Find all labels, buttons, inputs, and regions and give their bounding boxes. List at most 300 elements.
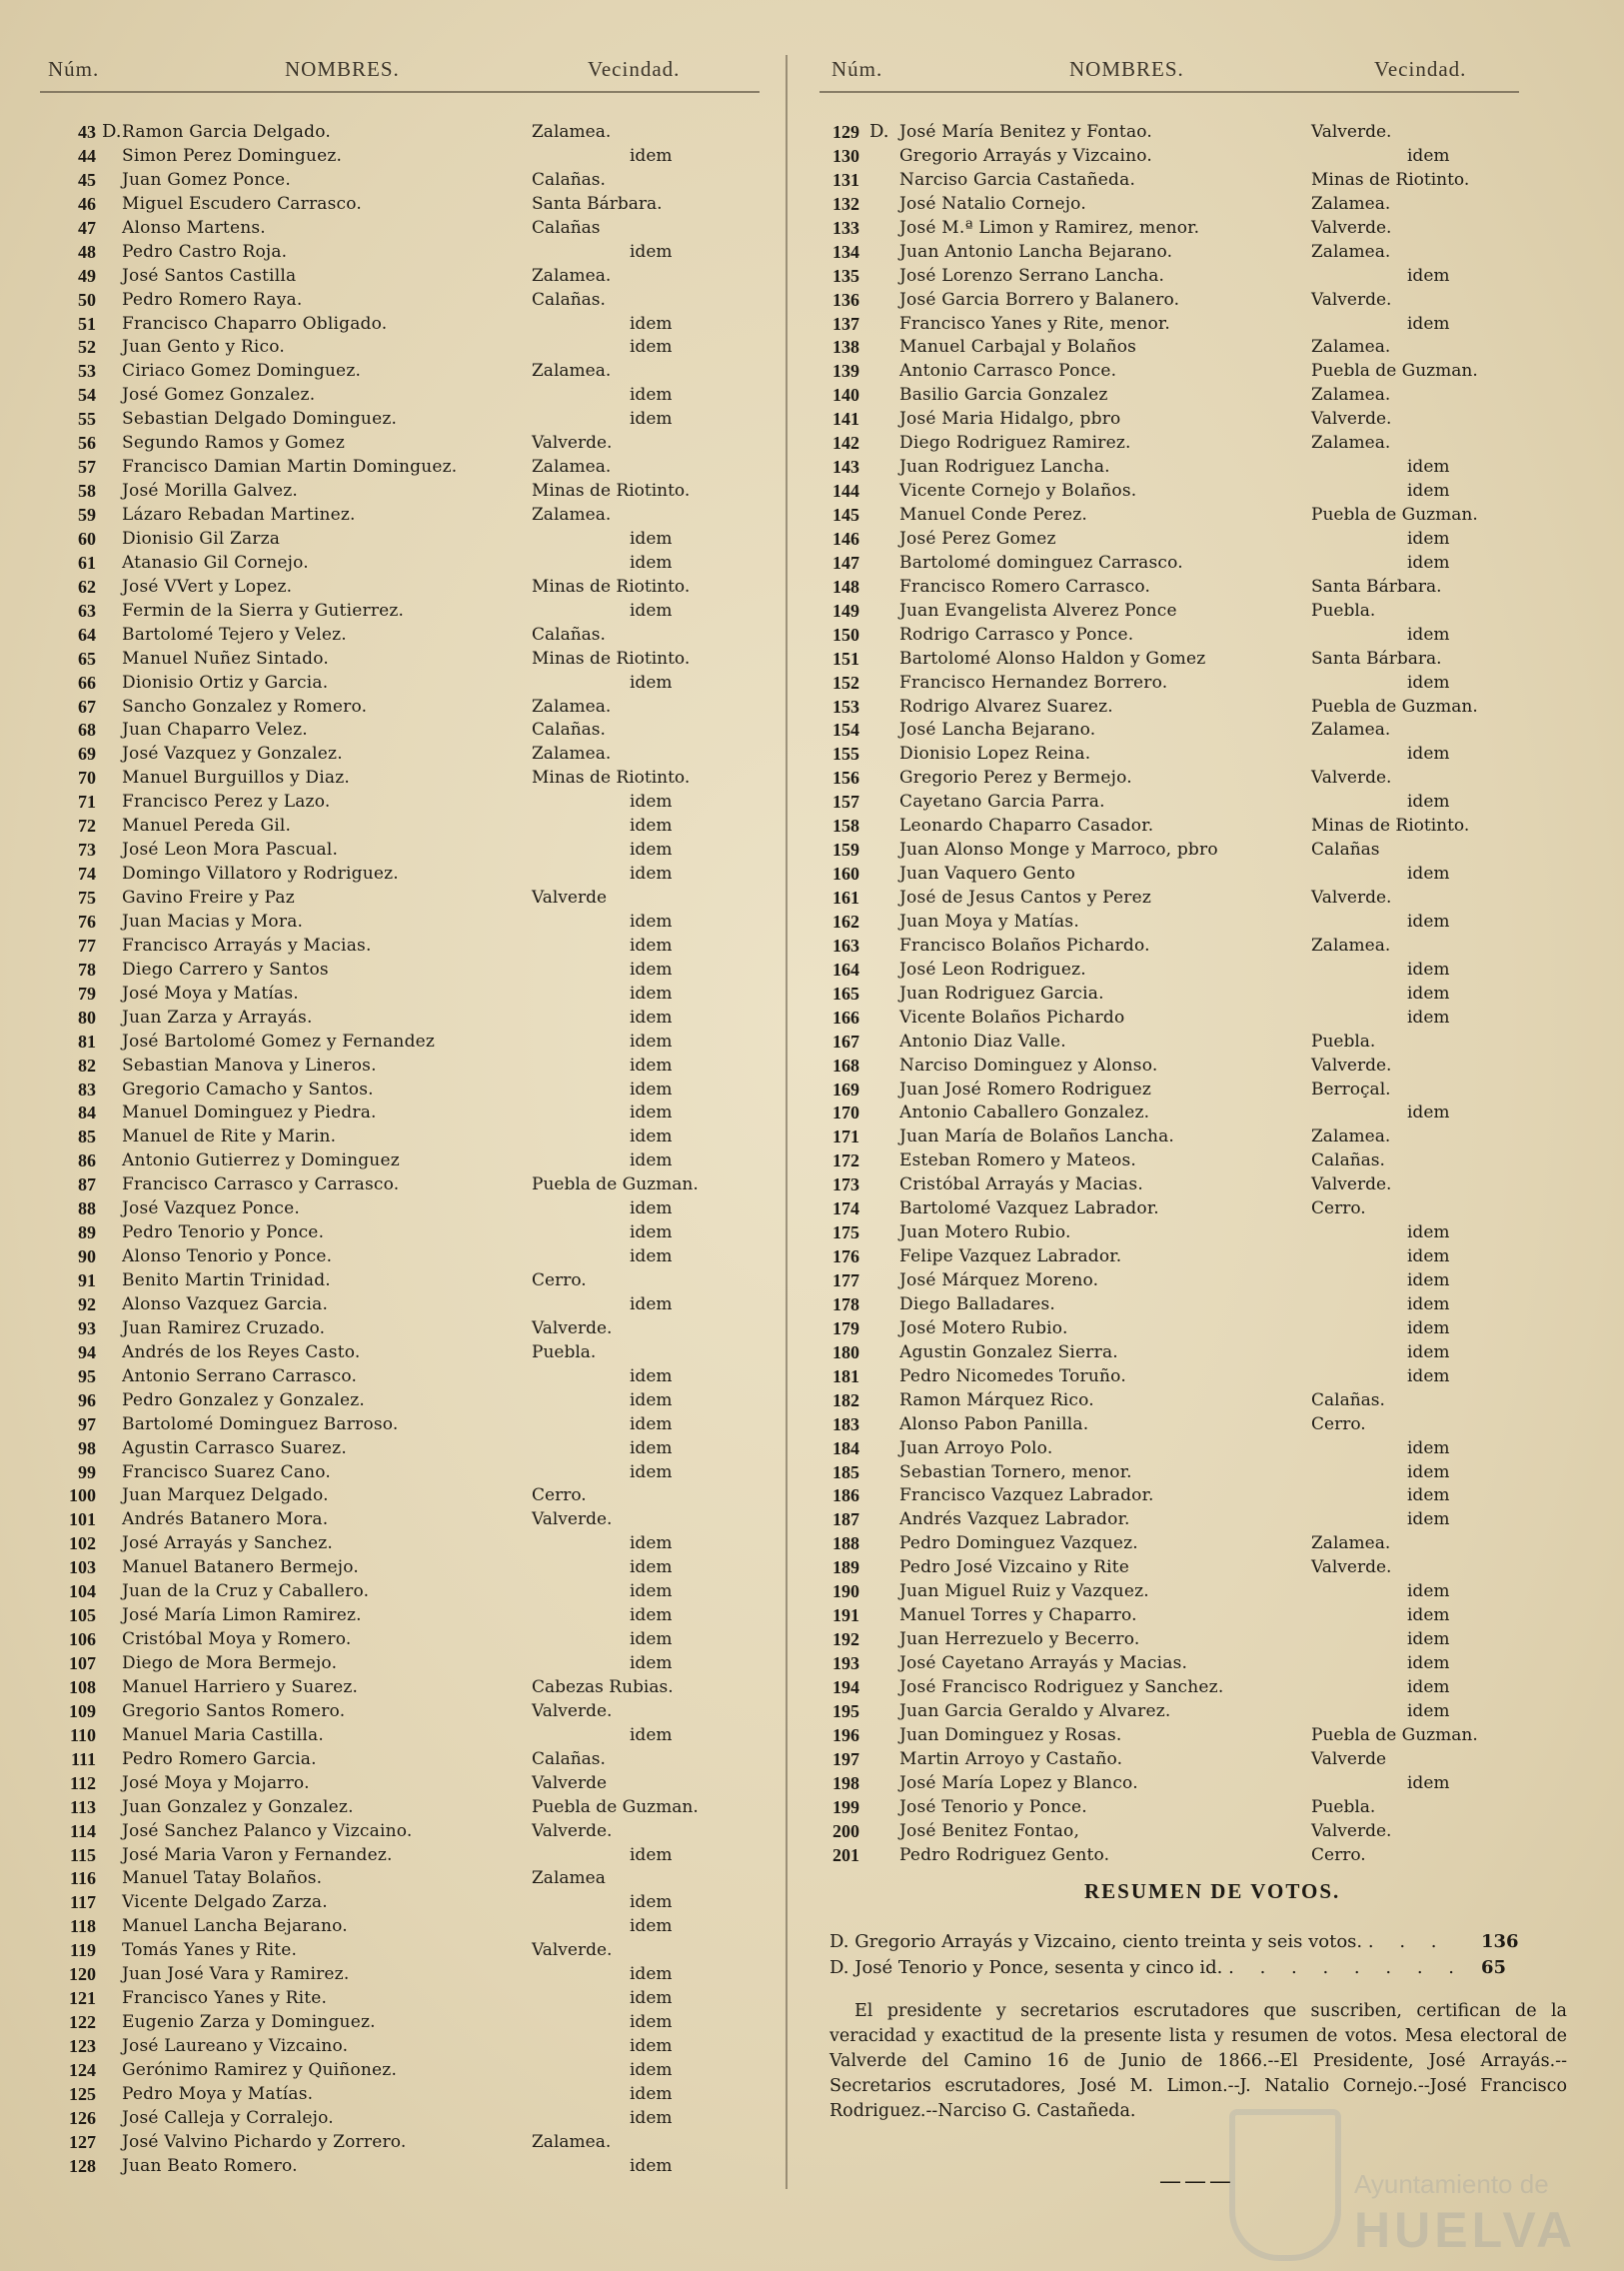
voter-number: 166	[832, 1007, 859, 1028]
voter-number: 130	[832, 145, 859, 166]
voter-residence: Valverde	[532, 888, 608, 908]
voter-number: 192	[832, 1629, 859, 1650]
voter-row	[40, 1938, 760, 1962]
voter-row	[819, 1244, 1519, 1268]
voter-row	[40, 1483, 760, 1507]
vote-text: D. José Tenorio y Ponce, sesenta y cinco id.	[829, 1957, 1223, 1978]
voter-name: Manuel Nuñez Sintado.	[122, 648, 329, 669]
voter-row	[40, 288, 760, 312]
voter-residence: Valverde	[532, 1772, 608, 1793]
voter-number: 59	[78, 505, 96, 525]
voter-row	[819, 1627, 1519, 1651]
voter-residence: idem	[1407, 1676, 1450, 1697]
voter-name: Juan José Romero Rodriguez	[899, 1079, 1151, 1100]
voter-row	[40, 1627, 760, 1651]
voter-number: 132	[832, 193, 859, 214]
voter-row	[819, 1507, 1519, 1531]
voter-name: Cayetano Garcia Parra.	[899, 792, 1105, 813]
header-rule	[40, 91, 760, 93]
voter-residence: Calañas.	[532, 169, 606, 190]
voter-residence: Calañas.	[532, 289, 606, 310]
voter-number: 134	[832, 241, 859, 262]
voter-residence: idem	[630, 2036, 673, 2056]
voter-row	[40, 479, 760, 503]
voter-residence: idem	[630, 1461, 673, 1482]
voter-number: 155	[832, 744, 859, 765]
voter-name: Diego Balladares.	[899, 1293, 1056, 1314]
voter-residence: idem	[630, 337, 673, 358]
voter-name: Juan Gomez Ponce.	[122, 169, 291, 190]
voter-name: Leonardo Chaparro Casador.	[899, 816, 1154, 837]
voter-row	[819, 455, 1519, 479]
voter-number: 148	[832, 576, 859, 597]
voter-residence: idem	[630, 1293, 673, 1314]
voter-residence: Zalamea.	[1311, 385, 1391, 406]
voter-row	[40, 431, 760, 455]
voter-name: Alonso Tenorio y Ponce.	[122, 1246, 333, 1267]
voter-residence: Valverde.	[1311, 122, 1392, 142]
voter-row	[819, 1006, 1519, 1030]
voter-residence: Valverde	[1311, 1748, 1387, 1769]
voter-residence: idem	[630, 313, 673, 334]
voter-row	[819, 1675, 1519, 1699]
voter-name: Juan María de Bolaños Lancha.	[899, 1127, 1175, 1147]
voter-residence: Valverde.	[532, 433, 613, 454]
voter-name: Sebastian Tornero, menor.	[899, 1461, 1132, 1482]
voter-name: José Lorenzo Serrano Lancha.	[899, 265, 1165, 286]
voter-row	[40, 1914, 760, 1938]
voter-row	[40, 886, 760, 910]
voter-residence: idem	[630, 1844, 673, 1865]
voter-row	[819, 671, 1519, 695]
voter-name: Juan Vaquero Gento	[899, 864, 1076, 885]
voter-row	[819, 910, 1519, 934]
voter-number: 81	[78, 1031, 96, 1052]
voter-row	[819, 216, 1519, 240]
voter-row	[40, 240, 760, 264]
voter-number: 184	[832, 1437, 859, 1458]
voter-name: Alonso Martens.	[122, 217, 266, 238]
voter-number: 112	[69, 1772, 96, 1793]
voter-residence: idem	[630, 2107, 673, 2128]
voter-name: Cristóbal Moya y Romero.	[122, 1629, 352, 1650]
voter-row	[40, 1579, 760, 1603]
voter-row	[40, 2082, 760, 2106]
voter-residence: idem	[630, 1916, 673, 1937]
voter-row	[40, 1723, 760, 1747]
voter-number: 87	[78, 1174, 96, 1195]
voter-row	[819, 1196, 1519, 1220]
voter-number: 77	[78, 935, 96, 956]
voter-row	[819, 1699, 1519, 1723]
voter-residence: idem	[1407, 265, 1450, 286]
voter-row	[40, 1675, 760, 1699]
voter-name: Juan Garcia Geraldo y Alvarez.	[899, 1700, 1171, 1721]
vote-count: 136	[1481, 1931, 1519, 1952]
voter-name: José Maria Varon y Fernandez.	[122, 1844, 393, 1865]
voter-residence: idem	[1407, 552, 1450, 573]
voter-number: 44	[78, 145, 96, 166]
voter-row	[819, 312, 1519, 336]
voter-row	[819, 814, 1519, 838]
header-nombres: NOMBRES.	[1069, 57, 1184, 81]
voter-number: 56	[78, 433, 96, 454]
voter-row	[40, 551, 760, 575]
voter-number: 183	[832, 1413, 859, 1434]
voter-name: Manuel Dominguez y Piedra.	[122, 1103, 377, 1124]
voter-row	[40, 1747, 760, 1771]
voter-residence: idem	[1407, 1605, 1450, 1626]
voter-number: 169	[832, 1079, 859, 1100]
voter-number: 165	[832, 983, 859, 1004]
voter-number: 126	[69, 2107, 96, 2128]
voter-name: Juan Rodriguez Garcia.	[899, 983, 1104, 1004]
voter-residence: idem	[630, 1557, 673, 1578]
closing-rule: ———	[1159, 2169, 1234, 2194]
voter-row	[819, 1579, 1519, 1603]
voter-residence: idem	[630, 816, 673, 837]
voter-name: Manuel Tatay Bolaños.	[122, 1868, 323, 1889]
voter-row	[819, 1292, 1519, 1316]
voter-residence: Valverde.	[532, 1940, 613, 1961]
voter-residence: Zalamea.	[532, 122, 612, 142]
voter-number: 158	[832, 816, 859, 837]
voter-name: José Vazquez y Gonzalez.	[122, 744, 343, 765]
voter-row	[40, 527, 760, 551]
voter-residence: Valverde.	[532, 1317, 613, 1338]
voter-name: Pedro Dominguez Vazquez.	[899, 1533, 1138, 1554]
voter-number: 199	[832, 1796, 859, 1817]
voter-residence: Puebla de Guzman.	[532, 1174, 699, 1195]
voter-residence: idem	[630, 1389, 673, 1410]
voter-row	[819, 1078, 1519, 1102]
voter-residence: Puebla.	[1311, 1031, 1376, 1052]
voter-residence: idem	[1407, 864, 1450, 885]
voter-residence: Puebla.	[1311, 1796, 1376, 1817]
voter-residence: idem	[1407, 1341, 1450, 1362]
voter-number: 70	[78, 768, 96, 789]
voter-number: 64	[78, 624, 96, 645]
voter-name: Sebastian Manova y Lineros.	[122, 1055, 377, 1076]
voter-row	[819, 1483, 1519, 1507]
watermark-line2: HUELVA	[1354, 2202, 1577, 2258]
voter-name: Bartolomé Tejero y Velez.	[122, 624, 347, 645]
voter-row	[40, 383, 760, 407]
voter-number: 53	[78, 361, 96, 382]
voter-row	[819, 527, 1519, 551]
voter-row	[819, 1364, 1519, 1388]
voter-number: 136	[832, 289, 859, 310]
voter-row	[40, 1196, 760, 1220]
voter-name: José Maria Hidalgo, pbro	[899, 409, 1121, 430]
voter-residence: idem	[630, 1988, 673, 2009]
voter-name: Juan Rodriguez Lancha.	[899, 457, 1110, 478]
voter-residence: Minas de Riotinto.	[1311, 816, 1470, 837]
voter-number: 66	[78, 672, 96, 693]
voter-name: Juan Chaparro Velez.	[122, 720, 308, 741]
voter-number: 200	[832, 1820, 859, 1841]
voter-name: Francisco Bolaños Pichardo.	[899, 935, 1150, 956]
coat-of-arms-icon	[1229, 2109, 1341, 2261]
voter-row	[819, 168, 1519, 192]
voter-row	[40, 2034, 760, 2058]
voter-row	[819, 1101, 1519, 1125]
voter-number: 100	[69, 1485, 96, 1506]
voter-name: Juan Beato Romero.	[122, 2155, 298, 2176]
voter-name: José Calleja y Corralejo.	[122, 2107, 334, 2128]
voter-number: 179	[832, 1317, 859, 1338]
voter-row	[819, 1747, 1519, 1771]
voter-name: Francisco Carrasco y Carrasco.	[122, 1174, 400, 1195]
voter-number: 85	[78, 1127, 96, 1147]
voter-name: José Francisco Rodriguez y Sanchez.	[899, 1676, 1224, 1697]
voter-number: 190	[832, 1581, 859, 1602]
voter-row	[40, 2106, 760, 2130]
voter-number: 194	[832, 1676, 859, 1697]
header-num: Núm.	[831, 57, 883, 81]
voter-residence: idem	[1407, 911, 1450, 932]
voter-name: Diego de Mora Bermejo.	[122, 1653, 338, 1673]
voter-residence: idem	[630, 600, 673, 621]
voter-row	[40, 766, 760, 790]
voter-name: José Laureano y Vizcaino.	[122, 2036, 349, 2056]
header-vecindad: Vecindad.	[588, 57, 681, 81]
voter-row	[819, 862, 1519, 886]
voter-row	[40, 623, 760, 647]
voter-number: 164	[832, 959, 859, 980]
voter-residence: idem	[630, 1437, 673, 1458]
voter-name: Dionisio Ortiz y Garcia.	[122, 672, 329, 693]
voter-residence: idem	[630, 911, 673, 932]
voter-row	[819, 1054, 1519, 1078]
voter-name: Francisco Damian Martin Dominguez.	[122, 457, 458, 478]
voter-row	[40, 1843, 760, 1867]
voter-row	[40, 2130, 760, 2154]
voter-residence: Cabezas Rubias.	[532, 1676, 674, 1697]
voter-row	[40, 862, 760, 886]
left-column	[40, 55, 760, 2176]
voter-residence: Puebla de Guzman.	[1311, 505, 1478, 525]
voter-number: 67	[78, 696, 96, 717]
voter-number: 97	[78, 1413, 96, 1434]
voter-name: Agustin Gonzalez Sierra.	[899, 1341, 1118, 1362]
voter-name: Dionisio Gil Zarza	[122, 528, 281, 549]
voter-name: José María Lopez y Blanco.	[899, 1772, 1138, 1793]
certification-paragraph: El presidente y secretarios escrutadores que suscriben, certifican de la veracidad y exactitud de la presente lista y resumen de votos. Mesa electoral de Valverde del Camino 16 de Junio de 1866.--El Presidente, José Arrayás.--Secretarios escrutadores, José M. Limon.--J. Natalio Cornejo.--José Francisco Rodriguez.--Narciso G. Castañeda.	[829, 2001, 1567, 2121]
voter-row	[40, 1125, 760, 1148]
voter-name: Juan de la Cruz y Caballero.	[122, 1581, 370, 1602]
voter-row	[40, 1388, 760, 1412]
voter-residence: idem	[1407, 1653, 1450, 1673]
voter-number: 123	[69, 2036, 96, 2056]
voter-residence: idem	[1407, 457, 1450, 478]
voter-name: Tomás Yanes y Rite.	[122, 1940, 298, 1961]
voter-name: Francisco Chaparro Obligado.	[122, 313, 388, 334]
voter-name: Francisco Yanes y Rite.	[122, 1988, 328, 2009]
voter-number: 45	[78, 169, 96, 190]
voter-row	[40, 1962, 760, 1986]
voter-name: Cristóbal Arrayás y Macias.	[899, 1174, 1143, 1195]
voter-name: Manuel Maria Castilla.	[122, 1724, 324, 1745]
voter-name: Gregorio Arrayás y Vizcaino.	[899, 145, 1152, 166]
voter-number: 181	[832, 1365, 859, 1386]
voter-residence: idem	[630, 1222, 673, 1243]
voter-number: 133	[832, 217, 859, 238]
voter-residence: Valverde.	[1311, 409, 1392, 430]
voter-number: 92	[78, 1293, 96, 1314]
voter-number: 50	[78, 289, 96, 310]
voter-number: 172	[832, 1150, 859, 1171]
voter-residence: Zalamea.	[532, 457, 612, 478]
voter-residence: idem	[630, 1127, 673, 1147]
voter-number: 72	[78, 816, 96, 837]
voter-row	[819, 886, 1519, 910]
voter-row	[40, 1316, 760, 1340]
voter-residence: Cerro.	[1311, 1844, 1366, 1865]
voter-name: Pedro Romero Raya.	[122, 289, 303, 310]
voter-number: 55	[78, 409, 96, 430]
voter-residence: idem	[630, 1581, 673, 1602]
voter-name: Juan Ramirez Cruzado.	[122, 1317, 326, 1338]
voter-name: Manuel Lancha Bejarano.	[122, 1916, 348, 1937]
left-column-header	[40, 55, 760, 89]
voter-row	[819, 1723, 1519, 1747]
voter-row	[40, 407, 760, 431]
voter-name: Martin Arroyo y Castaño.	[899, 1748, 1123, 1769]
voter-residence: idem	[1407, 1509, 1450, 1530]
watermark	[1219, 2109, 1609, 2259]
voter-row	[819, 479, 1519, 503]
voter-row	[819, 1771, 1519, 1795]
voter-number: 99	[78, 1461, 96, 1482]
voter-row	[819, 1125, 1519, 1148]
voter-name: José Cayetano Arrayás y Macias.	[899, 1653, 1188, 1673]
voter-residence: Puebla.	[532, 1341, 597, 1362]
voter-name: Rodrigo Carrasco y Ponce.	[899, 624, 1134, 645]
voter-number: 177	[832, 1270, 859, 1290]
voter-residence: Santa Bárbara.	[1311, 648, 1442, 669]
voter-number: 101	[69, 1509, 96, 1530]
voter-residence: idem	[630, 1724, 673, 1745]
voter-residence: idem	[630, 1079, 673, 1100]
voter-name: Juan Dominguez y Rosas.	[899, 1724, 1122, 1745]
voter-number: 105	[69, 1605, 96, 1626]
vote-text: D. Gregorio Arrayás y Vizcaino, ciento treinta y seis votos.	[829, 1931, 1363, 1952]
voter-number: 185	[832, 1461, 859, 1482]
voter-name: Pedro José Vizcaino y Rite	[899, 1557, 1130, 1578]
voter-residence: Minas de Riotinto.	[1311, 169, 1470, 190]
voter-row	[40, 718, 760, 742]
voter-number: 129	[832, 122, 859, 142]
voter-residence: Valverde.	[1311, 1820, 1392, 1841]
voter-name: José Motero Rubio.	[899, 1317, 1068, 1338]
voter-residence: idem	[630, 935, 673, 956]
voter-number: 60	[78, 528, 96, 549]
voter-name: Vicente Cornejo y Bolaños.	[899, 481, 1137, 502]
voter-row	[40, 359, 760, 383]
voter-name: Juan Alonso Monge y Marroco, pbro	[899, 840, 1218, 861]
voter-name: Juan Gento y Rico.	[122, 337, 286, 358]
voter-row	[40, 335, 760, 359]
voter-number: 151	[832, 648, 859, 669]
voter-name: Francisco Romero Carrasco.	[899, 576, 1151, 597]
voter-name: Juan Macias y Mora.	[122, 911, 304, 932]
voter-name: José Lancha Bejarano.	[899, 720, 1096, 741]
voter-name: José de Jesus Cantos y Perez	[899, 888, 1152, 908]
voter-residence: idem	[630, 1533, 673, 1554]
voter-row	[40, 192, 760, 216]
voter-row	[40, 1436, 760, 1460]
voter-name: Fermin de la Sierra y Gutierrez.	[122, 600, 405, 621]
voter-name: Benito Martin Trinidad.	[122, 1270, 331, 1290]
voter-number: 128	[69, 2155, 96, 2176]
voter-number: 90	[78, 1246, 96, 1267]
voter-number: 79	[78, 983, 96, 1004]
voter-residence: Valverde.	[1311, 1557, 1392, 1578]
voter-number: 78	[78, 959, 96, 980]
voter-number: 193	[832, 1653, 859, 1673]
voter-residence: idem	[1407, 528, 1450, 549]
voter-name: Antonio Diaz Valle.	[899, 1031, 1066, 1052]
vote-dots: . . . . . . . .	[1228, 1957, 1464, 1978]
voter-residence: idem	[630, 792, 673, 813]
voter-number: 149	[832, 600, 859, 621]
voter-row	[40, 1340, 760, 1364]
voter-number: 142	[832, 433, 859, 454]
voter-number: 137	[832, 313, 859, 334]
voter-number: 140	[832, 385, 859, 406]
voter-residence: idem	[1407, 1317, 1450, 1338]
voter-name: José Leon Mora Pascual.	[122, 840, 339, 861]
voter-row	[40, 1819, 760, 1843]
voter-row	[40, 2058, 760, 2082]
voter-row	[40, 575, 760, 599]
voter-residence: idem	[630, 1605, 673, 1626]
voter-row	[40, 1460, 760, 1484]
voter-row	[40, 1292, 760, 1316]
voter-name: Diego Carrero y Santos	[122, 959, 329, 980]
voter-number: 73	[78, 840, 96, 861]
voter-row	[819, 718, 1519, 742]
voter-row	[40, 1101, 760, 1125]
voter-row	[819, 623, 1519, 647]
voter-residence: idem	[630, 1892, 673, 1913]
voter-residence: idem	[1407, 1103, 1450, 1124]
voter-residence: idem	[630, 1653, 673, 1673]
voter-residence: Calañas	[1311, 840, 1380, 861]
voter-row	[819, 982, 1519, 1006]
voter-number: 46	[78, 193, 96, 214]
voter-number: 138	[832, 337, 859, 358]
voter-row	[819, 335, 1519, 359]
voter-residence: Puebla de Guzman.	[1311, 361, 1478, 382]
voter-row	[40, 1148, 760, 1172]
voter-residence: idem	[1407, 1007, 1450, 1028]
voter-number: 182	[832, 1389, 859, 1410]
voter-residence: Cerro.	[1311, 1198, 1366, 1219]
voter-number: 187	[832, 1509, 859, 1530]
voter-number: 49	[78, 265, 96, 286]
voter-name: Dionisio Lopez Reina.	[899, 744, 1091, 765]
voter-name: Andrés Vazquez Labrador.	[899, 1509, 1130, 1530]
voter-row	[40, 2010, 760, 2034]
voter-residence: idem	[1407, 145, 1450, 166]
vote-line	[829, 1957, 1507, 1978]
voter-number: 86	[78, 1150, 96, 1171]
voter-number: 173	[832, 1174, 859, 1195]
voter-residence: Zalamea.	[1311, 193, 1391, 214]
voter-name: Juan José Vara y Ramirez.	[122, 1964, 350, 1985]
